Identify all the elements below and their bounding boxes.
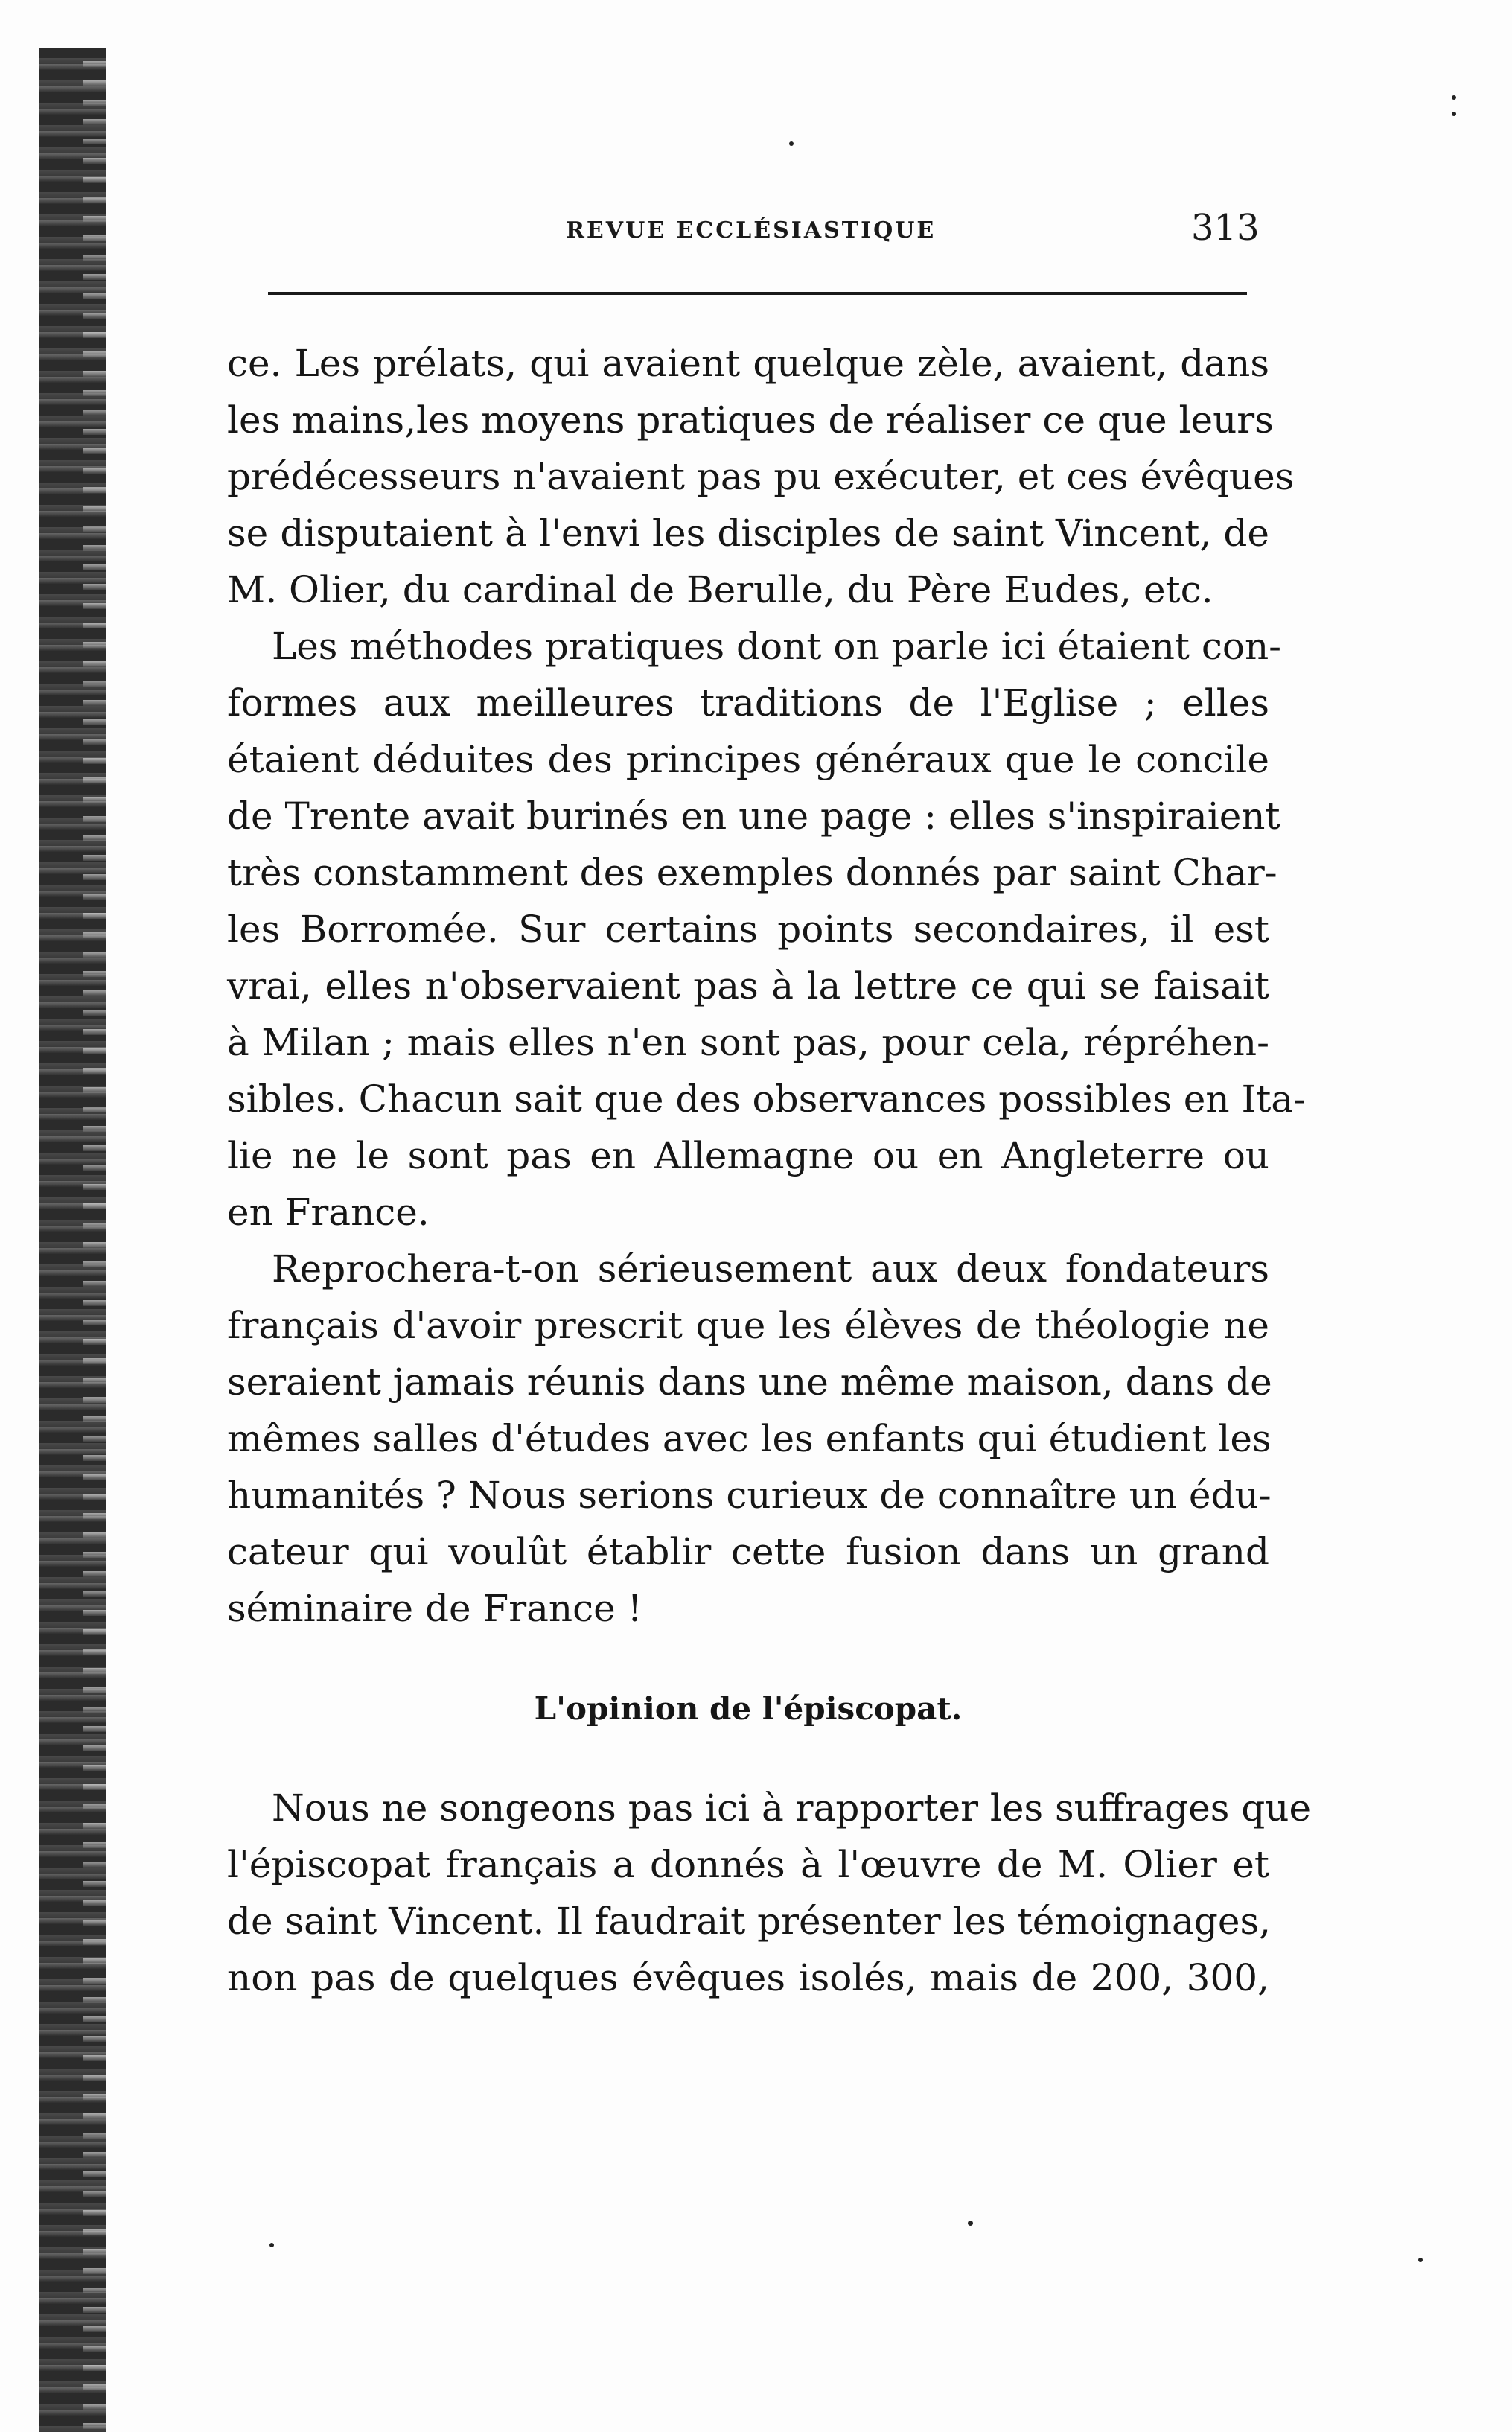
text-line: français d'avoir prescrit que les élèves de théologie ne bbox=[227, 1304, 1269, 1347]
text-line: de Trente avait burinés en une page : elles s'inspiraient bbox=[227, 795, 1280, 838]
scan-speck bbox=[1452, 95, 1456, 100]
scan-speck bbox=[1418, 2258, 1423, 2262]
text-line: en France. bbox=[227, 1191, 430, 1234]
text-line: Reprochera-t-on sérieusement aux deux fondateurs bbox=[272, 1247, 1269, 1290]
text-line: seraient jamais réunis dans une même maison, dans de bbox=[227, 1360, 1272, 1404]
text-line: sibles. Chacun sait que des observances possibles en Ita- bbox=[227, 1077, 1306, 1121]
text-line: ce. Les prélats, qui avaient quelque zèle, avaient, dans bbox=[227, 342, 1269, 385]
running-head bbox=[0, 207, 1512, 262]
text-line: lie ne le sont pas en Allemagne ou en Angleterre ou bbox=[227, 1134, 1269, 1177]
text-line: mêmes salles d'études avec les enfants qui étudient les bbox=[227, 1417, 1272, 1460]
text-line: Nous ne songeons pas ici à rapporter les suffrages que bbox=[272, 1786, 1312, 1830]
text-line: vrai, elles n'observaient pas à la lettre ce qui se faisait bbox=[227, 964, 1269, 1008]
running-title: REVUE ECCLÉSIASTIQUE bbox=[566, 217, 937, 243]
text-line: étaient déduites des principes généraux que le concile bbox=[227, 738, 1269, 781]
binding-edge bbox=[39, 48, 106, 2432]
text-line: humanités ? Nous serions curieux de connaître un édu- bbox=[227, 1474, 1272, 1517]
text-line: les Borromée. Sur certains points secondaires, il est bbox=[227, 908, 1269, 951]
scan-speck bbox=[968, 2221, 973, 2226]
text-line: M. Olier, du cardinal de Berulle, du Père Eudes, etc. bbox=[227, 568, 1213, 611]
text-line: séminaire de France ! bbox=[227, 1587, 642, 1630]
text-line: de saint Vincent. Il faudrait présenter les témoignages, bbox=[227, 1900, 1272, 1943]
text-line: très constamment des exemples donnés par saint Char- bbox=[227, 851, 1277, 894]
text-line: formes aux meilleures traditions de l'Eglise ; elles bbox=[227, 681, 1269, 725]
text-line: non pas de quelques évêques isolés, mais de 200, 300, bbox=[227, 1956, 1269, 1999]
text-line: les mains,les moyens pratiques de réaliser ce que leurs bbox=[227, 398, 1274, 442]
text-line: se disputaient à l'envi les disciples de saint Vincent, de bbox=[227, 512, 1269, 555]
page-number: 313 bbox=[1191, 207, 1260, 249]
text-line: cateur qui voulût établir cette fusion dans un grand bbox=[227, 1530, 1269, 1573]
text-line: Les méthodes pratiques dont on parle ici étaient con- bbox=[272, 625, 1282, 668]
section-heading: L'opinion de l'épiscopat. bbox=[534, 1690, 963, 1727]
text-line: à Milan ; mais elles n'en sont pas, pour cela, répréhen- bbox=[227, 1021, 1269, 1064]
scan-speck bbox=[1452, 112, 1456, 116]
scan-speck bbox=[789, 141, 794, 146]
text-line: prédécesseurs n'avaient pas pu exécuter, et ces évêques bbox=[227, 455, 1295, 498]
header-rule bbox=[268, 292, 1247, 295]
text-line: l'épiscopat français a donnés à l'œuvre de M. Olier et bbox=[227, 1843, 1269, 1886]
scan-speck bbox=[269, 2243, 274, 2247]
binding-edge-noise bbox=[83, 48, 106, 2432]
